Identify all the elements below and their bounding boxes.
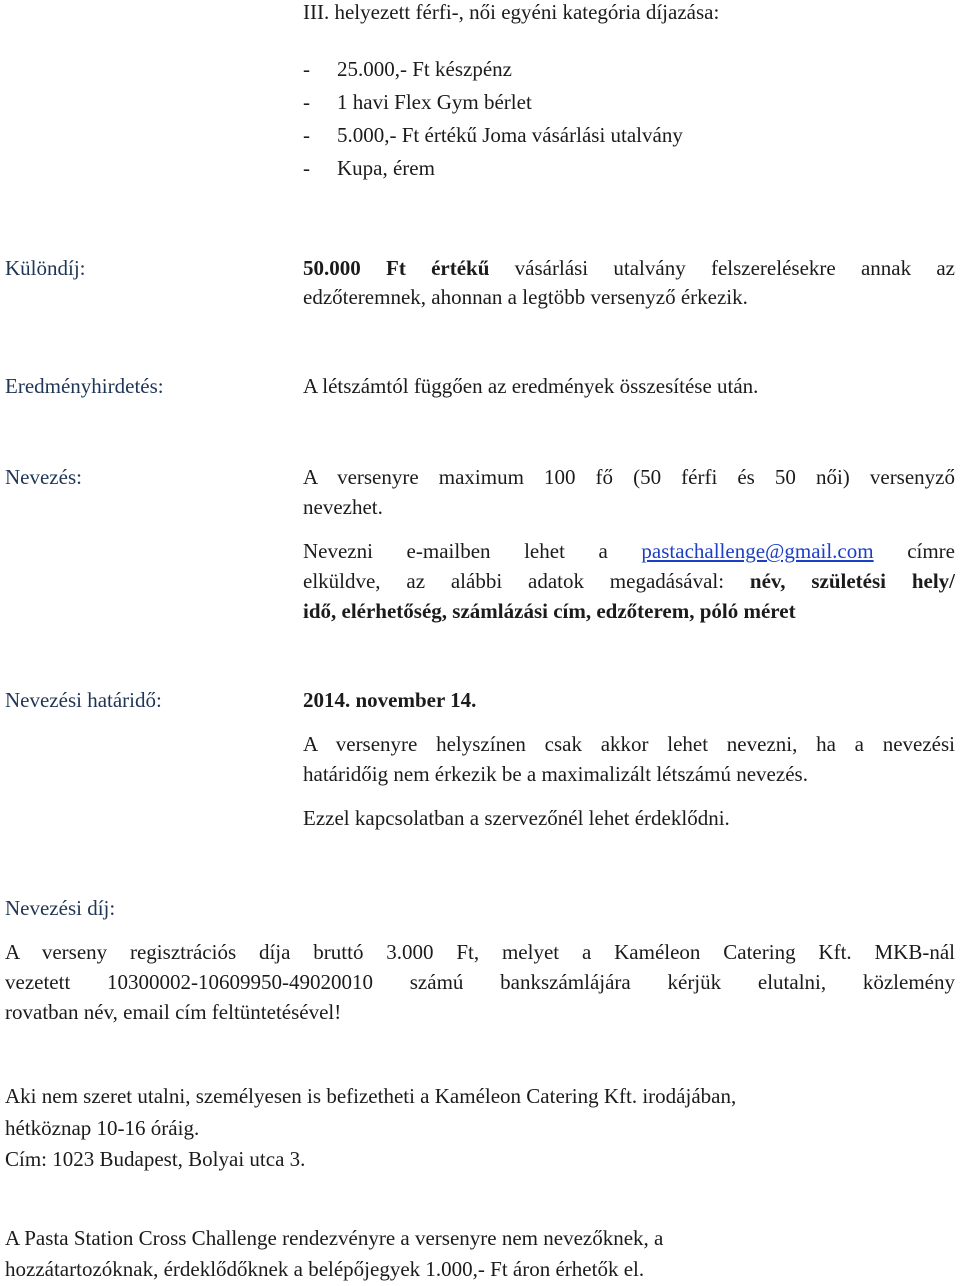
prize-section-heading: III. helyezett férfi-, női egyéni kategória díjazása:	[303, 0, 720, 24]
in-person-line: Aki nem szeret utalni, személyesen is befizetheti a Kaméleon Catering Kft. irodájában,	[5, 1084, 737, 1108]
special-prize-label: Különdíj:	[5, 256, 86, 280]
entry-line: A versenyre maximum 100 fő (50 férfi és 50 női) versenyző	[303, 465, 955, 489]
email-link[interactable]: pastachallenge@gmail.com	[641, 539, 874, 563]
special-prize-line: edzőteremnek, ahonnan a legtöbb versenyző érkezik.	[303, 285, 748, 309]
results-label: Eredményhirdetés:	[5, 374, 164, 398]
special-prize-line: 50.000 Ft értékű vásárlási utalvány felszerelésekre annak az	[303, 256, 956, 280]
entry-label: Nevezés:	[5, 465, 82, 489]
list-item: - Kupa, érem	[303, 156, 435, 180]
spectators-line: hozzátartozóknak, érdeklődőknek a belépőjegyek 1.000,- Ft áron érhetők el.	[5, 1257, 645, 1281]
deadline-contact: Ezzel kapcsolatban a szervezőnél lehet érdeklődni.	[303, 806, 730, 830]
in-person-line: hétköznap 10-16 óráig.	[5, 1116, 200, 1140]
list-item: - 25.000,- Ft készpénz	[303, 57, 512, 81]
fee-line: A verseny regisztrációs díja bruttó 3.000 Ft, melyet a Kaméleon Catering Kft. MKB-nál	[5, 940, 955, 964]
entry-email-line: Nevezni e-mailben lehet a pastachallenge@gmail.com címre	[303, 539, 955, 563]
entry-required-data: idő, elérhetőség, számlázási cím, edzőterem, póló méret	[303, 599, 796, 623]
entry-line: elküldve, az alábbi adatok megadásával: név, születési hely/	[303, 569, 955, 593]
deadline-note-line: A versenyre helyszínen csak akkor lehet nevezni, ha a nevezési	[303, 732, 955, 756]
results-text: A létszámtól függően az eredmények összesítése után.	[303, 374, 759, 398]
fee-line: rovatban név, email cím feltüntetésével!	[5, 1000, 342, 1024]
address-line: Cím: 1023 Budapest, Bolyai utca 3.	[5, 1147, 306, 1171]
deadline-label: Nevezési határidő:	[5, 688, 162, 712]
deadline-date: 2014. november 14.	[303, 688, 477, 712]
fee-label: Nevezési díj:	[5, 896, 116, 920]
spectators-line: A Pasta Station Cross Challenge rendezvényre a versenyre nem nevezőknek, a	[5, 1226, 664, 1250]
list-item: - 5.000,- Ft értékű Joma vásárlási utalvány	[303, 123, 683, 147]
fee-line: vezetett 10300002-10609950-49020010 számú bankszámlájára kérjük elutalni, közlemény	[5, 970, 955, 994]
entry-line: nevezhet.	[303, 495, 383, 519]
list-item: - 1 havi Flex Gym bérlet	[303, 90, 532, 114]
deadline-note-line: határidőig nem érkezik be a maximalizált létszámú nevezés.	[303, 762, 808, 786]
